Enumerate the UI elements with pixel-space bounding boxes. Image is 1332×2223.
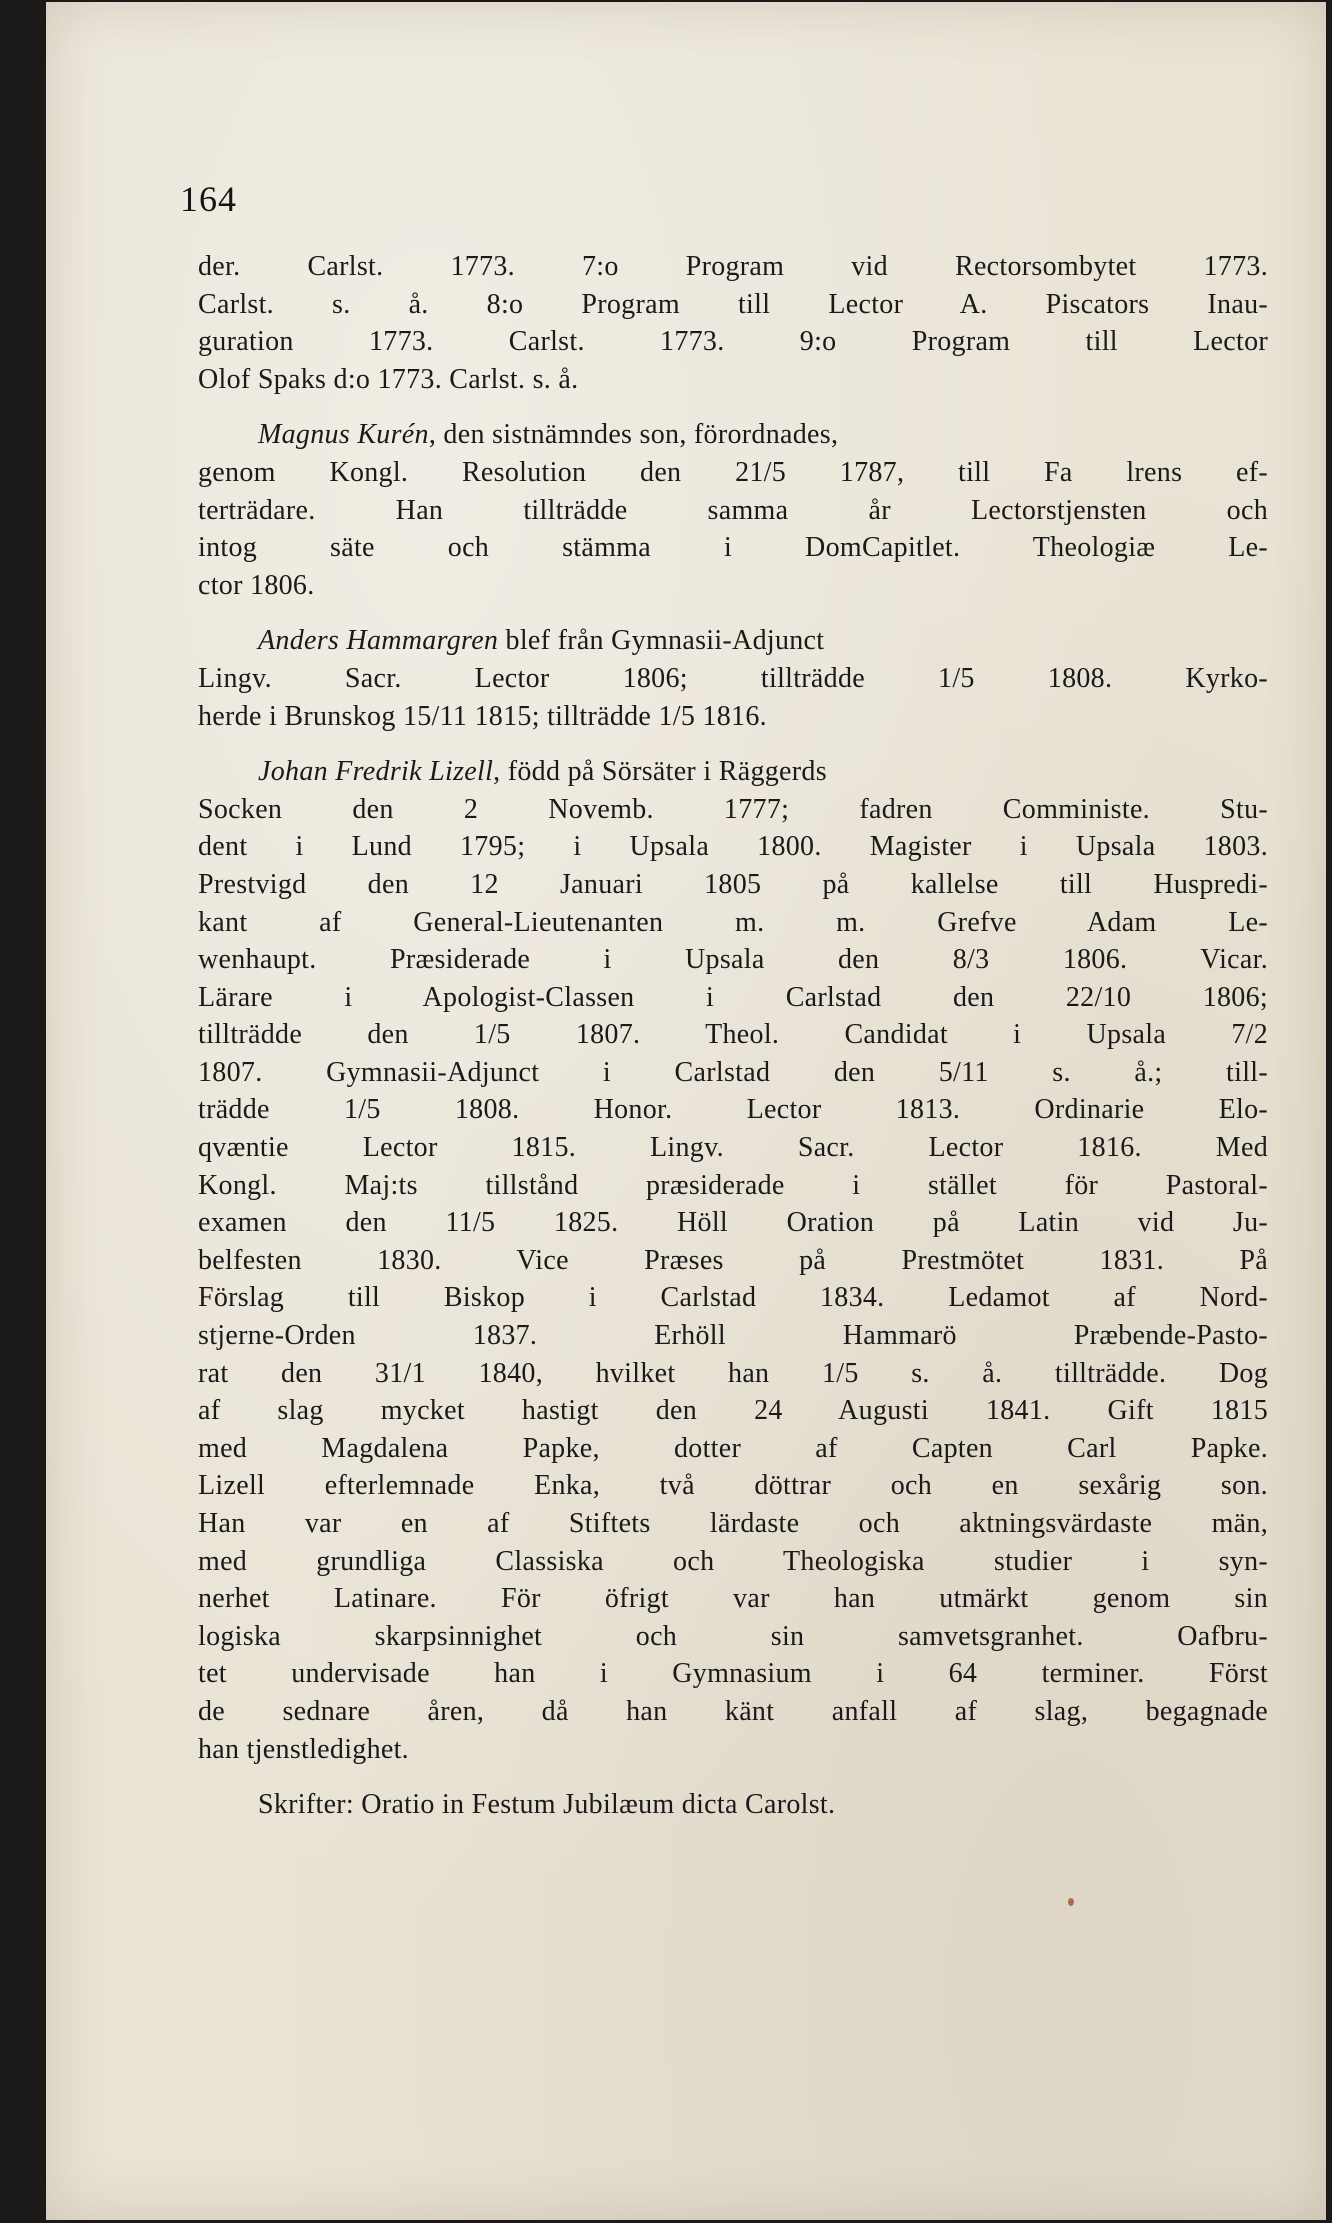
paragraph-magnus-kuren [198,416,1268,604]
text-line: der. Carlst. 1773. 7:o Program vid Rectorsombytet 1773. [198,251,1268,282]
person-name: Johan Fredrik Lizell [258,756,494,788]
paragraph-carlstad-programs [198,248,1268,398]
text-line: wenhaupt. Præsiderade i Upsala den 8/3 1806. Vicar. [198,944,1268,976]
text-line: kant af General-Lieutenanten m. m. Grefve Adam Le- [198,906,1268,938]
text-line: med Magdalena Papke, dotter af Capten Carl Papke. [198,1432,1268,1464]
text-line: 1807. Gymnasii-Adjunct i Carlstad den 5/11 s. å.; till- [198,1056,1268,1088]
book-page [46,2,1326,2220]
person-name: Anders Hammargren [258,625,499,657]
text-line: logiska skarpsinnighet och sin samvetsgranhet. Oafbru- [198,1620,1268,1652]
paragraph-anders-hammargren [198,622,1268,735]
text-line: qvæntie Lector 1815. Lingv. Sacr. Lector 1816. Med [198,1132,1268,1164]
text-line: genom Kongl. Resolution den 21/5 1787, till Fa lrens ef- [198,456,1268,488]
ink-spot [1068,1898,1074,1906]
text-line: guration 1773. Carlst. 1773. 9:o Program till Lector [198,326,1268,358]
text-line: tillträdde den 1/5 1807. Theol. Candidat i Upsala 7/2 [198,1019,1268,1051]
text-line: stjerne-Orden 1837. Erhöll Hammarö Præbende-Pasto- [198,1320,1268,1352]
text-line: med grundliga Classiska och Theologiska studier i syn- [198,1545,1268,1577]
page-body [198,248,1268,1824]
text-line: Lärare i Apologist-Classen i Carlstad den 22/10 1806; [198,981,1268,1013]
text-line: tet undervisade han i Gymnasium i 64 terminer. Först [198,1658,1268,1690]
text-line: Carlst. s. å. 8:o Program till Lector A. Piscators Inau- [198,288,1268,320]
text-line: examen den 11/5 1825. Höll Oration på Latin vid Ju- [198,1207,1268,1239]
paragraph-gap [198,735,1268,753]
paragraph-writings [198,1786,1268,1824]
text-run: blef från Gymnasii-Adjunct [498,625,825,657]
text-line: Han var en af Stiftets lärdaste och aktningsvärdaste män, [198,1508,1268,1539]
text-line [198,416,1268,454]
text-line: trädde 1/5 1808. Honor. Lector 1813. Ordinarie Elo- [198,1094,1268,1126]
text-line: Förslag till Biskop i Carlstad 1834. Ledamot af Nord- [198,1282,1268,1314]
text-line: Lingv. Sacr. Lector 1806; tillträdde 1/5 1808. Kyrko- [198,662,1268,694]
paragraph-gap [198,1768,1268,1786]
text-line: Olof Spaks d:o 1773. Carlst. s. å. [198,363,579,395]
text-line: nerhet Latinare. För öfrigt var han utmärkt genom sin [198,1583,1268,1615]
text-run: , född på Sörsäter i Räggerds [493,756,827,788]
text-line: Kongl. Maj:ts tillstånd præsiderade i stället för Pastoral- [198,1169,1268,1201]
text-line: rat den 31/1 1840, hvilket han 1/5 s. å. tillträdde. Dog [198,1357,1268,1389]
text-line: herde i Brunskog 15/11 1815; tillträdde 1/5 1816. [198,700,767,732]
text-line: belfesten 1830. Vice Præses på Prestmötet 1831. På [198,1244,1268,1276]
paragraph-gap [198,604,1268,622]
page-number: 164 [180,179,237,219]
paragraph-johan-fredrik-lizell [198,753,1268,1768]
paragraph-gap [198,398,1268,416]
text-line: af slag mycket hastigt den 24 Augusti 1841. Gift 1815 [198,1395,1268,1427]
text-line: Lizell efterlemnade Enka, två döttrar och en sexårig son. [198,1470,1268,1502]
text-line [198,753,1268,791]
text-line: intog säte och stämma i DomCapitlet. Theologiæ Le- [198,532,1268,564]
text-line: Skrifter: Oratio in Festum Jubilæum dicta Carolst. [258,1789,836,1821]
person-name: Magnus Kurén [258,419,429,451]
text-line: dent i Lund 1795; i Upsala 1800. Magister i Upsala 1803. [198,831,1268,863]
text-line: de sednare åren, då han känt anfall af slag, begagnade [198,1695,1268,1727]
text-line: Prestvigd den 12 Januari 1805 på kallelse till Huspredi- [198,868,1268,900]
text-line: ctor 1806. [198,569,315,601]
text-run: , den sistnämndes son, förordnades, [428,419,839,451]
text-line [198,622,1268,660]
text-line: han tjenstledighet. [198,1733,409,1765]
text-line: Socken den 2 Novemb. 1777; fadren Comministe. Stu- [198,793,1268,825]
text-line: terträdare. Han tillträdde samma år Lectorstjensten och [198,494,1268,526]
